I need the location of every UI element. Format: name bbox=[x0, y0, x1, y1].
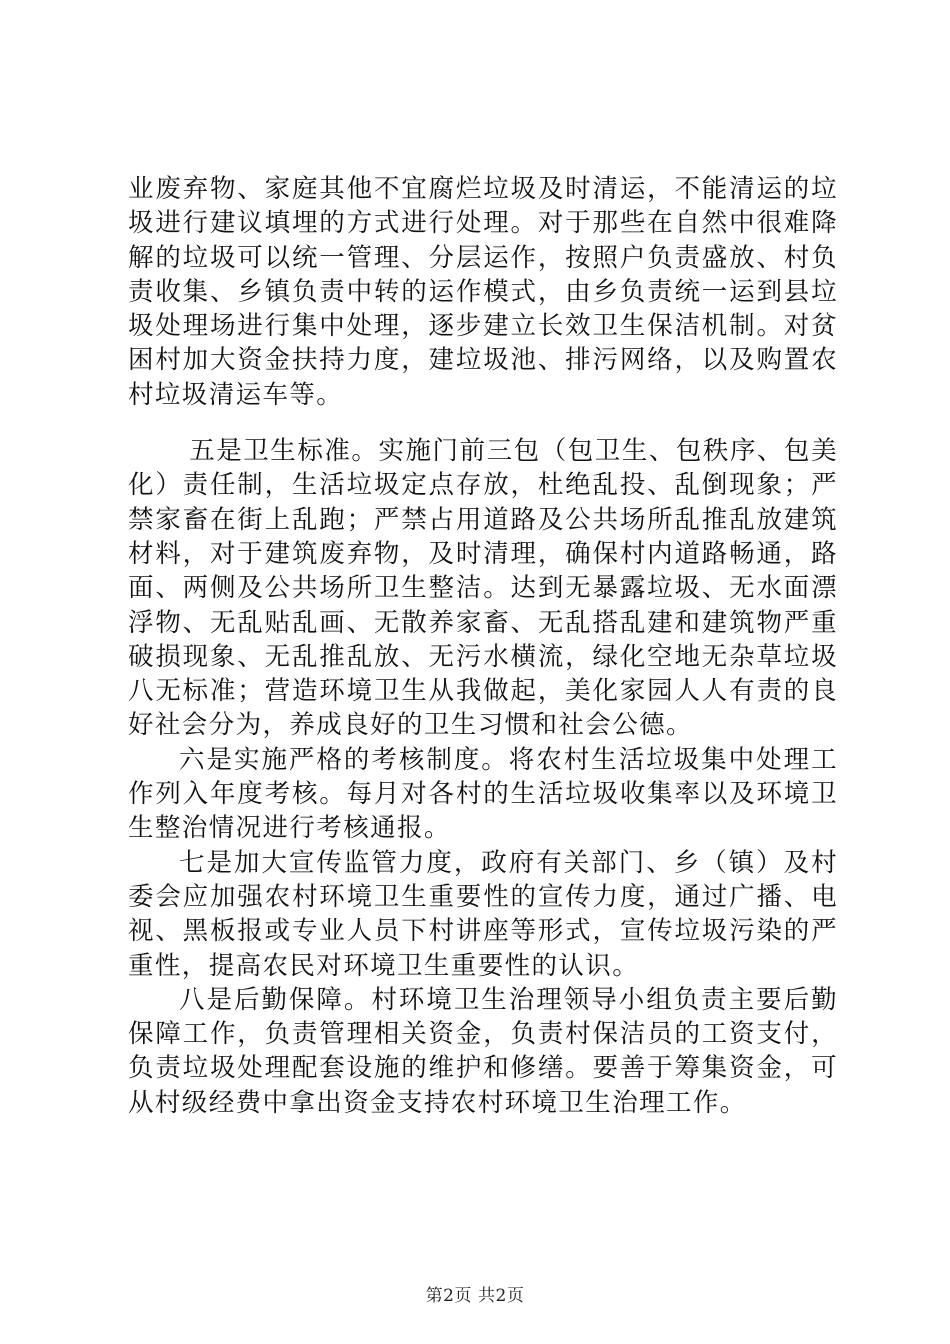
paragraph-section-eight: 八是后勤保障。村环境卫生治理领导小组负责主要后勤保障工作，负责管理相关资金，负责村保洁员的工资支付，负责垃圾处理配套设施的维护和修缮。要善于筹集资金，可从村级经费中拿出资金支持农村环境卫生治理工作。 bbox=[128, 984, 838, 1118]
document-body bbox=[128, 172, 838, 1120]
page-total: 共2页 bbox=[478, 1286, 525, 1306]
page-number: 第2页 bbox=[425, 1286, 472, 1306]
page-footer bbox=[0, 1281, 950, 1306]
paragraph-continued: 业废弃物、家庭其他不宜腐烂垃圾及时清运，不能清运的垃圾进行建议填埋的方式进行处理。对于那些在自然中很难降解的垃圾可以统一管理、分层运作，按照户负责盛放、村负责收集、乡镇负责中转的运作模式，由乡负责统一运到县垃圾处理场进行集中处理，逐步建立长效卫生保洁机制。对贫困村加大资金扶持力度，建垃圾池、排污网络，以及购置农村垃圾清运车等。 bbox=[128, 174, 838, 410]
paragraph-section-six: 六是实施严格的考核制度。将农村生活垃圾集中处理工作列入年度考核。每月对各村的生活垃圾收集率以及环境卫生整治情况进行考核通报。 bbox=[128, 744, 838, 844]
paragraph-section-five: 五是卫生标准。实施门前三包（包卫生、包秩序、包美化）责任制，生活垃圾定点存放，杜绝乱投、乱倒现象；严禁家畜在街上乱跑；严禁占用道路及公共场所乱推乱放建筑材料，对于建筑废弃物，及时清理，确保村内道路畅通，路面、两侧及公共场所卫生整洁。达到无暴露垃圾、无水面漂浮物、无乱贴乱画、无散养家畜、无乱搭乱建和建筑物严重破损现象、无乱推乱放、无污水横流，绿化空地无杂草垃圾八无标准；营造环境卫生从我做起，美化家园人人有责的良好社会分为，养成良好的卫生习惯和社会公德。 bbox=[128, 436, 838, 741]
paragraph-section-seven: 七是加大宣传监管力度，政府有关部门、乡（镇）及村委会应加强农村环境卫生重要性的宣传力度，通过广播、电视、黑板报或专业人员下村讲座等形式，宣传垃圾污染的严重性，提高农民对环境卫生重要性的认识。 bbox=[128, 847, 838, 981]
